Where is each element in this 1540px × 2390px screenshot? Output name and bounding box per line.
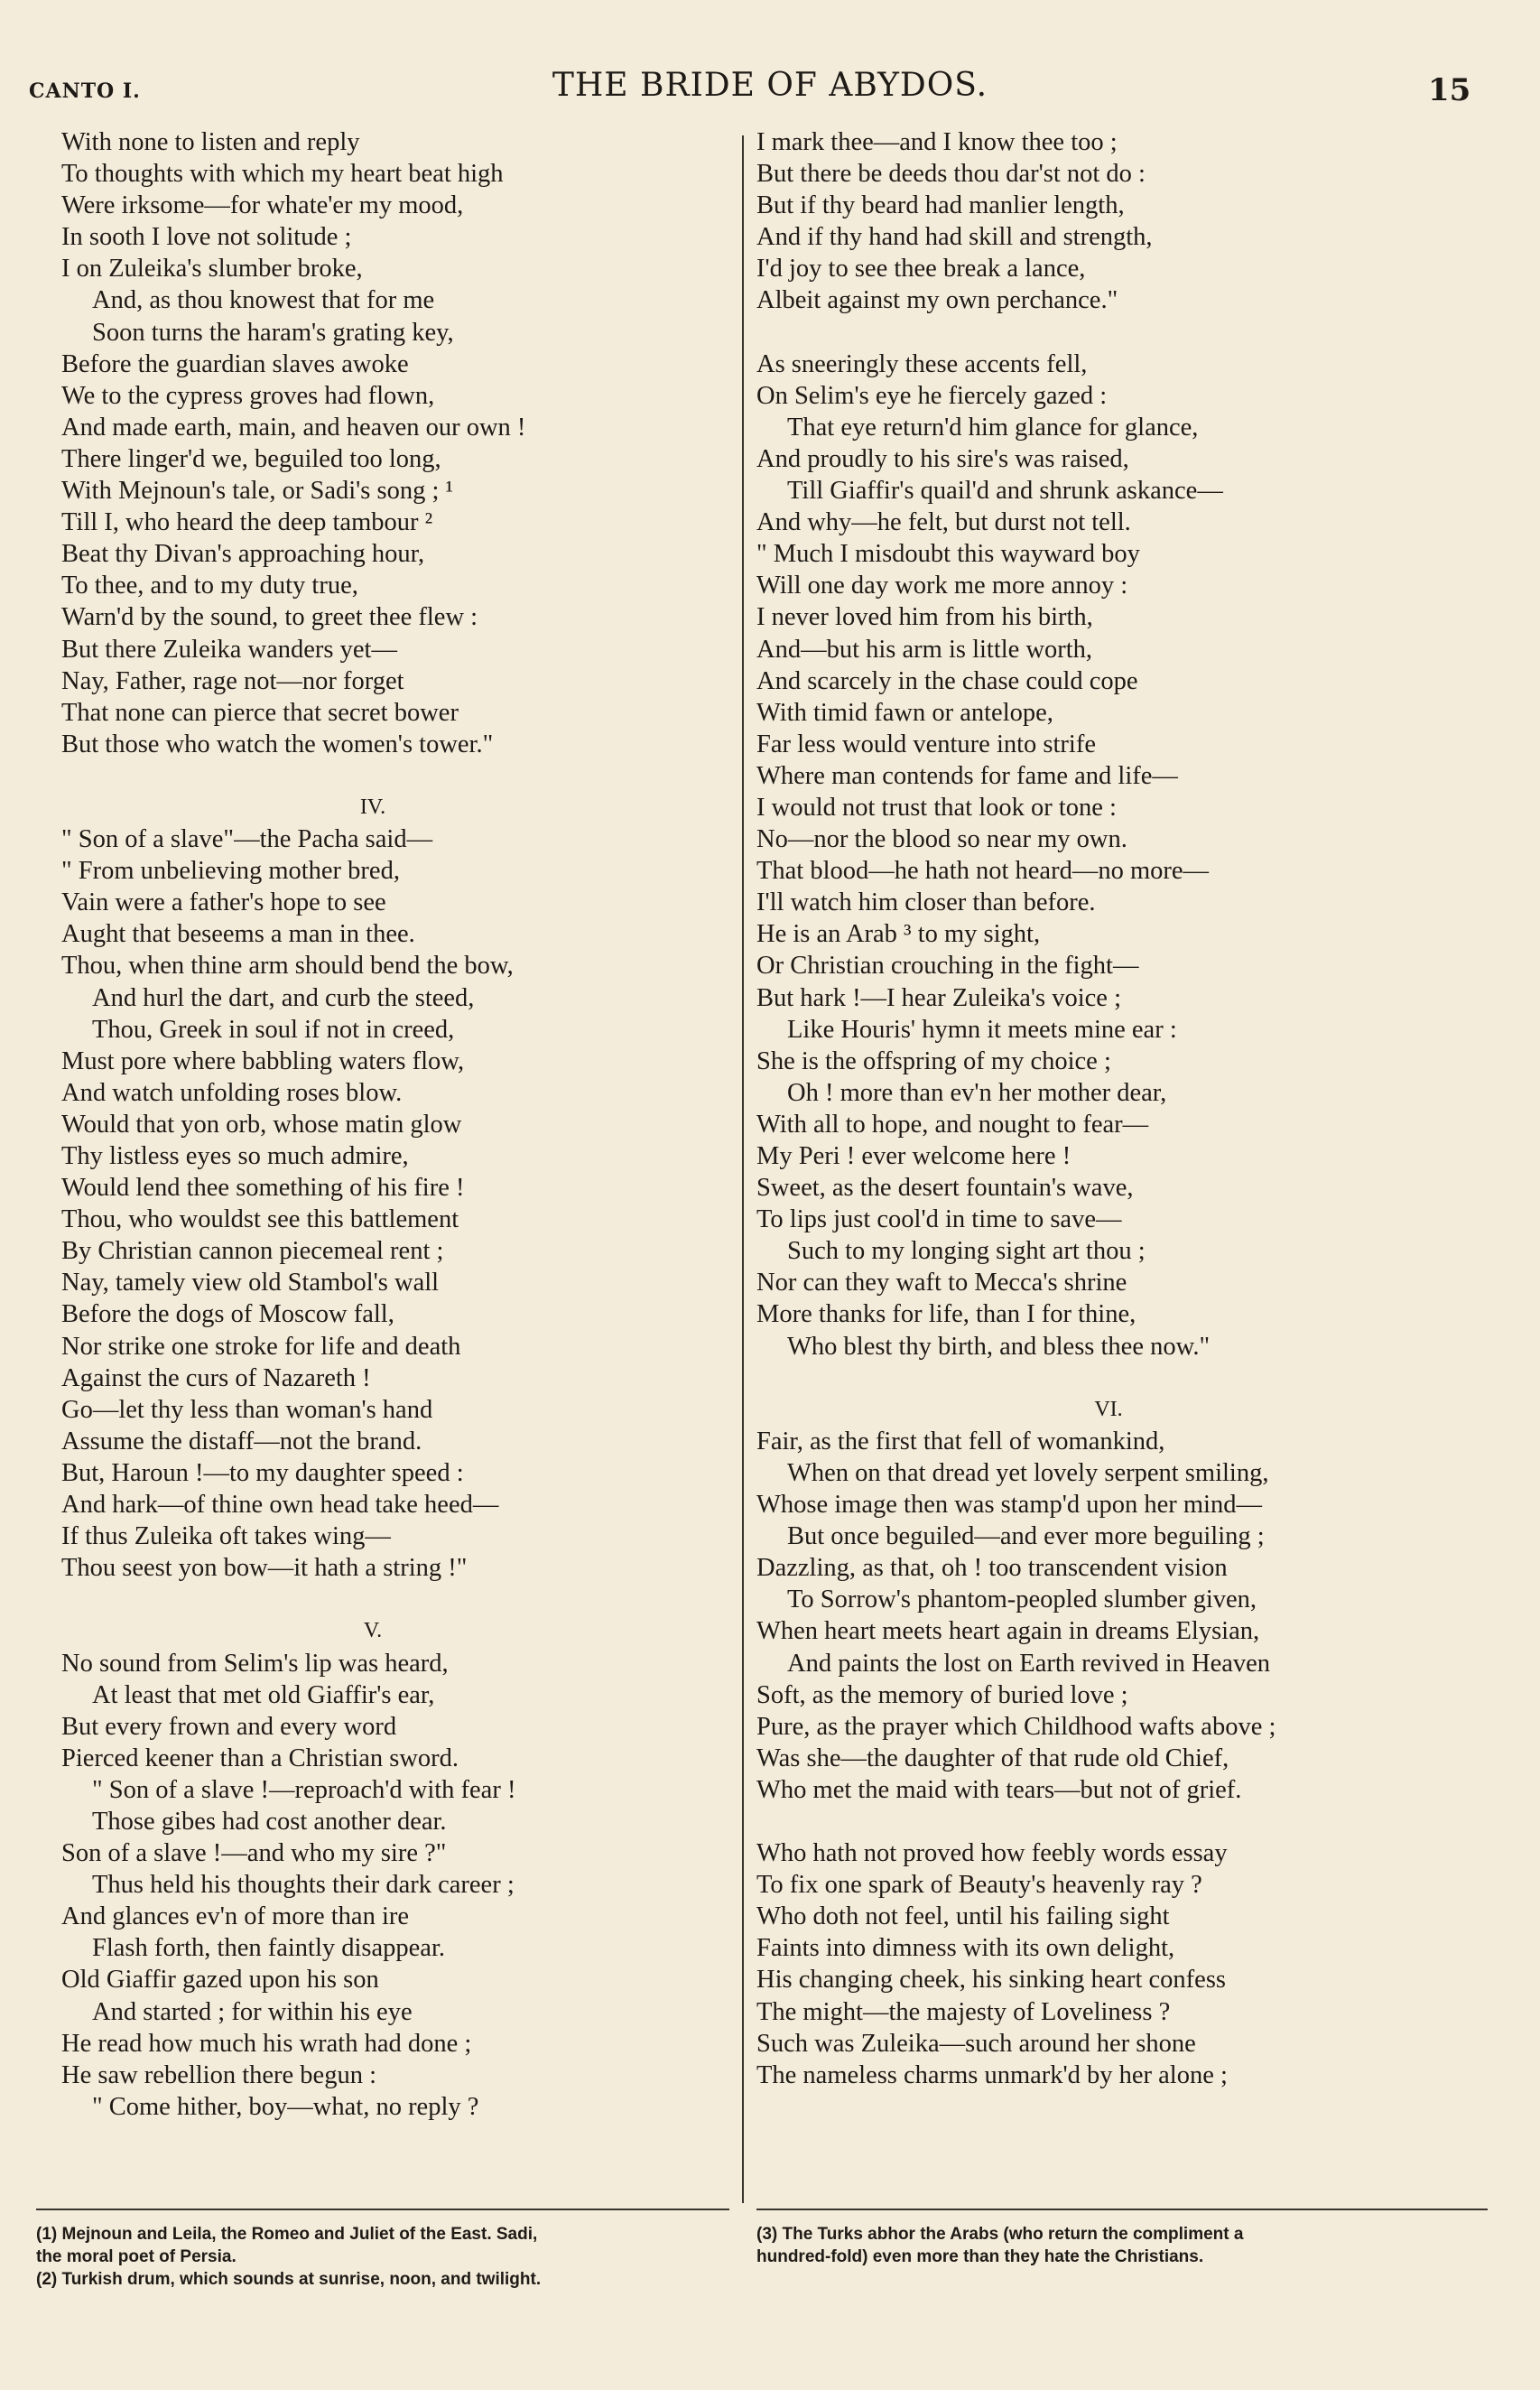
verse-line: Nay, Father, rage not—nor forget (61, 666, 404, 695)
verse-line: Nay, tamely view old Stambol's wall (61, 1269, 440, 1297)
verse-line: I would not trust that look or tone : (756, 793, 1117, 822)
verse-line: Assume the distaff—not the brand. (61, 1427, 422, 1455)
verse-line: Nor strike one stroke for life and death (61, 1332, 461, 1361)
verse-line: Before the dogs of Moscow fall, (61, 1300, 394, 1329)
verse-line: The might—the majesty of Loveliness ? (756, 1997, 1171, 2026)
verse-line: That blood—he hath not heard—no more— (756, 857, 1210, 886)
section-heading: VI. (1094, 1397, 1123, 1421)
verse-line: And started ; for within his eye (92, 1997, 413, 2026)
verse-line: Pierced keener than a Christian sword. (61, 1744, 459, 1772)
verse-line: Warn'd by the sound, to greet thee flew : (61, 603, 478, 632)
verse-line: On Selim's eye he fiercely gazed : (756, 381, 1108, 410)
verse-line: That none can pierce that secret bower (61, 698, 459, 727)
footnote-rule-left (36, 2209, 729, 2210)
verse-line: Was she—the daughter of that rude old Chief, (756, 1744, 1229, 1772)
verse-line: When on that dread yet lovely serpent smiling, (787, 1458, 1269, 1487)
verse-line: Fair, as the first that fell of womankind, (756, 1427, 1165, 1455)
verse-line: With timid fawn or antelope, (756, 698, 1053, 727)
verse-line: And paints the lost on Earth revived in Heaven (787, 1649, 1271, 1678)
verse-line: Soon turns the haram's grating key, (92, 318, 454, 347)
verse-line: " Son of a slave !—reproach'd with fear ! (92, 1775, 516, 1804)
verse-line: And if thy hand had skill and strength, (756, 223, 1153, 252)
verse-line: But there be deeds thou dar'st not do : (756, 160, 1146, 189)
verse-line: " Come hither, boy—what, no reply ? (92, 2092, 479, 2121)
footnotes-right (756, 2223, 1515, 2268)
verse-line: And scarcely in the chase could cope (756, 666, 1138, 695)
verse-line: Go—let thy less than woman's hand (61, 1395, 433, 1424)
verse-line: But once beguiled—and ever more beguiling ; (787, 1522, 1265, 1551)
verse-line: Vain were a father's hope to see (61, 888, 386, 917)
verse-line: I never loved him from his birth, (756, 603, 1093, 632)
footnote-line: hundred-fold) even more than they hate the Christians. (756, 2247, 1204, 2266)
verse-line: And, as thou knowest that for me (92, 286, 435, 315)
verse-line: And proudly to his sire's was raised, (756, 444, 1129, 473)
verse-line: Such was Zuleika—such around her shone (756, 2029, 1196, 2058)
page-number: 15 (1428, 72, 1471, 108)
verse-line: And hark—of thine own head take heed— (61, 1491, 499, 1520)
verse-line: He saw rebellion there begun : (61, 2060, 376, 2089)
verse-line: Would that yon orb, whose matin glow (61, 1110, 462, 1139)
verse-line: As sneeringly these accents fell, (756, 349, 1088, 378)
verse-line: She is the offspring of my choice ; (756, 1046, 1111, 1075)
footnote-line: (3) The Turks abhor the Arabs (who return the compliment a (756, 2225, 1244, 2244)
verse-line: And glances ev'n of more than ire (61, 1902, 410, 1931)
verse-line: But hark !—I hear Zuleika's voice ; (756, 983, 1121, 1012)
column-divider (742, 135, 744, 2203)
verse-line: Faints into dimness with its own delight, (756, 1934, 1175, 1963)
verse-line: Nor can they waft to Mecca's shrine (756, 1269, 1127, 1297)
footnote-line: (1) Mejnoun and Leila, the Romeo and Juliet of the East. Sadi, (36, 2225, 538, 2244)
verse-line: To Sorrow's phantom-peopled slumber given, (787, 1586, 1257, 1614)
footnotes-left (36, 2223, 731, 2291)
right-column (756, 126, 1515, 2091)
verse-line: Son of a slave !—and who my sire ?" (61, 1839, 447, 1868)
verse-line: Thou, Greek in soul if not in creed, (92, 1015, 455, 1044)
verse-line: Dazzling, as that, oh ! too transcendent vision (756, 1554, 1228, 1583)
verse-line: More thanks for life, than I for thine, (756, 1300, 1136, 1329)
verse-line: To thee, and to my duty true, (61, 572, 358, 600)
verse-line: Such to my longing sight art thou ; (787, 1237, 1146, 1266)
stanza-gap (756, 1806, 1515, 1837)
verse-line: Whose image then was stamp'd upon her mind— (756, 1491, 1262, 1520)
verse-line: Albeit against my own perchance." (756, 286, 1118, 315)
verse-line: Thou seest yon bow—it hath a string !" (61, 1554, 468, 1583)
verse-line: Till Giaffir's quail'd and shrunk askance— (787, 477, 1223, 506)
verse-line: And why—he felt, but durst not tell. (756, 508, 1131, 537)
verse-line: At least that met old Giaffir's ear, (92, 1680, 435, 1709)
verse-line: That eye return'd him glance for glance, (787, 413, 1199, 442)
verse-line: Those gibes had cost another dear. (92, 1807, 447, 1836)
verse-line: With all to hope, and nought to fear— (756, 1110, 1149, 1139)
verse-line: Like Houris' hymn it meets mine ear : (787, 1015, 1177, 1044)
verse-line: Will one day work me more annoy : (756, 572, 1128, 600)
verse-line: Who doth not feel, until his failing sight (756, 1902, 1170, 1931)
page-title: THE BRIDE OF ABYDOS. (552, 67, 988, 104)
verse-line: Thou, who wouldst see this battlement (61, 1205, 459, 1234)
verse-line: He is an Arab ³ to my sight, (756, 920, 1041, 949)
stanza-gap (756, 317, 1515, 349)
verse-line: No sound from Selim's lip was heard, (61, 1649, 449, 1678)
section-heading: IV. (359, 795, 386, 819)
verse-line: But those who watch the women's tower." (61, 730, 494, 758)
verse-line: His changing cheek, his sinking heart confess (756, 1966, 1226, 1995)
verse-line: But every frown and every word (61, 1712, 397, 1741)
verse-line: Old Giaffir gazed upon his son (61, 1966, 379, 1995)
verse-line: I on Zuleika's slumber broke, (61, 255, 363, 284)
verse-line: We to the cypress groves had flown, (61, 381, 435, 410)
verse-line: When heart meets heart again in dreams Elysian, (756, 1617, 1260, 1646)
verse-line: Before the guardian slaves awoke (61, 349, 409, 378)
verse-line: Who blest thy birth, and bless thee now." (787, 1332, 1211, 1361)
verse-line: Against the curs of Nazareth ! (61, 1363, 371, 1392)
verse-line: But there Zuleika wanders yet— (61, 635, 397, 664)
verse-line: Must pore where babbling waters flow, (61, 1046, 465, 1075)
verse-line: He read how much his wrath had done ; (61, 2029, 472, 2058)
verse-line: I mark thee—and I know thee too ; (756, 128, 1118, 156)
verse-line: Flash forth, then faintly disappear. (92, 1934, 445, 1963)
stanza-gap (61, 1584, 729, 1615)
verse-line: Were irksome—for whate'er my mood, (61, 191, 464, 220)
page-header (0, 63, 1540, 117)
verse-line: Oh ! more than ev'n her mother dear, (787, 1078, 1167, 1107)
verse-line: I'd joy to see thee break a lance, (756, 255, 1086, 284)
section-heading: V. (363, 1619, 383, 1643)
canto-label: CANTO I. (29, 79, 141, 103)
verse-line: The nameless charms unmark'd by her alone ; (756, 2060, 1228, 2089)
verse-line: Till I, who heard the deep tambour ² (61, 508, 433, 537)
verse-line: Thou, when thine arm should bend the bow, (61, 952, 514, 981)
verse-line: My Peri ! ever welcome here ! (756, 1142, 1072, 1170)
left-column (61, 126, 729, 2123)
verse-line: Or Christian crouching in the fight— (756, 952, 1139, 981)
verse-line: " From unbelieving mother bred, (61, 857, 400, 886)
verse-line: But, Haroun !—to my daughter speed : (61, 1458, 464, 1487)
verse-line: To fix one spark of Beauty's heavenly ray ? (756, 1871, 1202, 1900)
stanza-gap (61, 760, 729, 792)
verse-line: By Christian cannon piecemeal rent ; (61, 1237, 444, 1266)
verse-line: " Son of a slave"—the Pacha said— (61, 825, 433, 854)
verse-line: Sweet, as the desert fountain's wave, (756, 1174, 1134, 1203)
stanza-gap (756, 1362, 1515, 1394)
verse-line: Where man contends for fame and life— (756, 761, 1178, 790)
verse-line: Aught that beseems a man in thee. (61, 920, 415, 949)
verse-line: Pure, as the prayer which Childhood wafts above ; (756, 1712, 1276, 1741)
footnote-rule-right (756, 2209, 1488, 2210)
verse-line: Who met the maid with tears—but not of grief. (756, 1775, 1242, 1804)
verse-line: If thus Zuleika oft takes wing— (61, 1522, 391, 1551)
verse-line: Thus held his thoughts their dark career ; (92, 1871, 515, 1900)
footnote-line: (2) Turkish drum, which sounds at sunrise, noon, and twilight. (36, 2270, 542, 2289)
verse-line: Soft, as the memory of buried love ; (756, 1680, 1128, 1709)
verse-line: And made earth, main, and heaven our own ! (61, 413, 526, 442)
verse-line: Thy listless eyes so much admire, (61, 1142, 409, 1170)
verse-line: With Mejnoun's tale, or Sadi's song ; ¹ (61, 477, 454, 506)
verse-line: I'll watch him closer than before. (756, 888, 1096, 917)
verse-line: Beat thy Divan's approaching hour, (61, 540, 425, 569)
verse-line: Would lend thee something of his fire ! (61, 1174, 465, 1203)
verse-line: But if thy beard had manlier length, (756, 191, 1125, 220)
verse-line: And—but his arm is little worth, (756, 635, 1093, 664)
verse-line: And watch unfolding roses blow. (61, 1078, 403, 1107)
verse-line: With none to listen and reply (61, 128, 360, 156)
verse-line: To lips just cool'd in time to save— (756, 1205, 1122, 1234)
verse-line: In sooth I love not solitude ; (61, 223, 352, 252)
verse-line: No—nor the blood so near my own. (756, 825, 1127, 854)
verse-line: " Much I misdoubt this wayward boy (756, 540, 1140, 569)
footnote-line: the moral poet of Persia. (36, 2247, 237, 2266)
verse-line: Who hath not proved how feebly words essay (756, 1839, 1228, 1868)
verse-line: And hurl the dart, and curb the steed, (92, 983, 475, 1012)
verse-line: To thoughts with which my heart beat high (61, 160, 504, 189)
verse-line: There linger'd we, beguiled too long, (61, 444, 441, 473)
verse-line: Far less would venture into strife (756, 730, 1096, 758)
